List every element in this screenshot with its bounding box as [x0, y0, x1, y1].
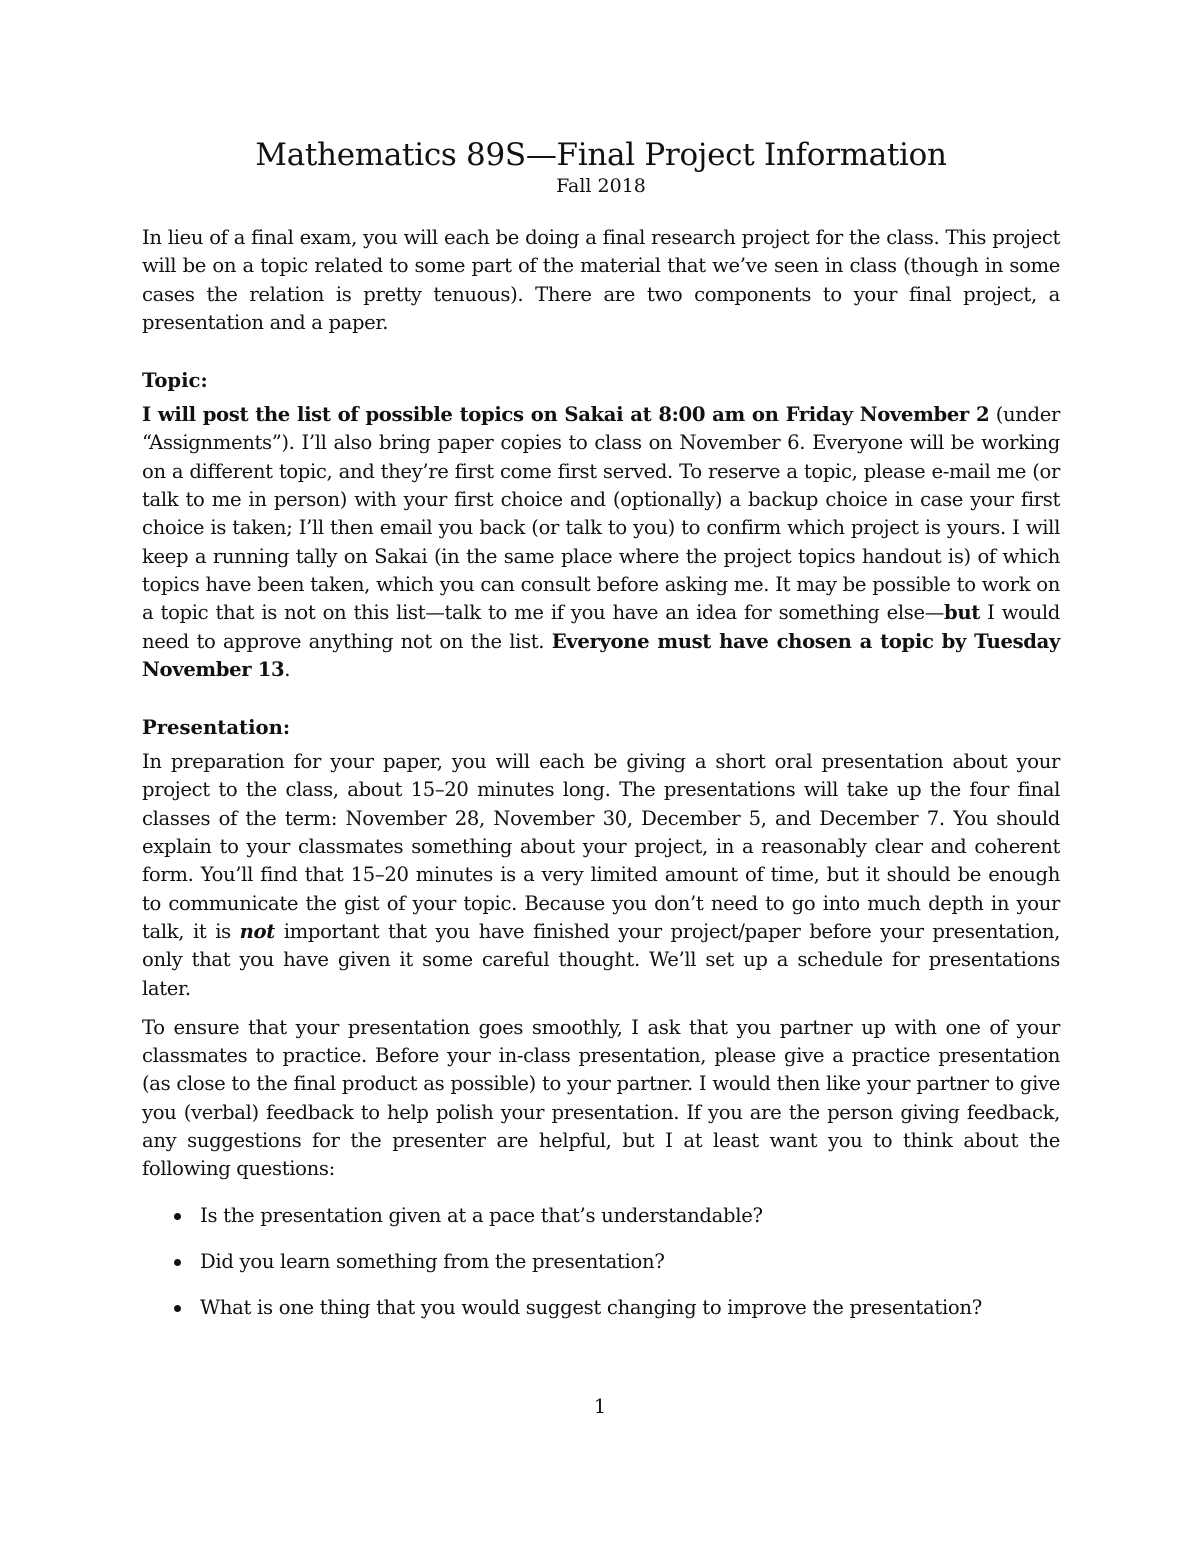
- list-item: Is the presentation given at a pace that’s understandable?: [170, 1202, 1060, 1230]
- page-number: 1: [593, 1395, 607, 1418]
- topic-heading: Topic:: [142, 369, 208, 393]
- topic-text: (under “Assignments”). I’ll also bring paper copies to class on November 6. Everyone will be working on a different topic, and they’re first come first served. To reserve a topic, please e-mail me (or talk to me in person) with your first choice and (optionally) a backup choice in case your first choice is taken; I’ll then email you back (or talk to you) to confirm which project is yours. I will keep a running tally on Sakai (in the same place where the project topics handout is) of which topics have been taken, which you can consult before asking me. It may be possible to work on a topic that is not on this list—talk to me if you have an idea for something else—: [142, 403, 1060, 625]
- presentation-heading: Presentation:: [142, 716, 291, 740]
- presentation-text-a: In preparation for your paper, you will each be giving a short oral presentation about your project to the class, about 15–20 minutes long. The presentations will take up the four final classes of the term: November 28, November 30, December 5, and December 7. You should explain to your classmates something about your project, in a reasonably clear and coherent form. You’ll find that 15–20 minutes is a very limited amount of time, but it should be enough to communicate the gist of your topic. Because you don’t need to go into much depth in your talk, it is: [142, 750, 1060, 943]
- topic-bold-lead: I will post the list of possible topics on Sakai at 8:00 am on Friday November 2: [142, 403, 990, 427]
- presentation-text-b: important that you have finished your project/paper before your presentation, only that you have given it some careful thought. We’ll set up a schedule for presentations later.: [142, 919, 1060, 1000]
- topic-paragraph: [142, 401, 1060, 684]
- list-item: What is one thing that you would suggest changing to improve the presentation?: [170, 1294, 1060, 1322]
- bullet-icon: [174, 1213, 181, 1220]
- topic-bold-but: but: [943, 601, 980, 625]
- intro-paragraph: In lieu of a final exam, you will each be doing a final research project for the class. This project will be on a topic related to some part of the material that we’ve seen in class (though in some cases the relation is pretty tenuous). There are two components to your final project, a presentation and a paper.: [142, 226, 1060, 334]
- presentation-paragraph-2: To ensure that your presentation goes smoothly, I ask that you partner up with one of your classmates to practice. Before your in-class presentation, please give a practice presentation (as close to the final product as possible) to your partner. I would then like your partner to give you (verbal) feedback to help polish your presentation. If you are the person giving feedback, any suggestions for the presenter are helpful, but I at least want you to think about the following questions:: [142, 1015, 1060, 1181]
- presentation-emphasis-not: not: [239, 919, 275, 943]
- bullet-icon: [174, 1259, 181, 1266]
- bullet-icon: [174, 1305, 181, 1312]
- topic-deadline: Everyone must have chosen a topic by Tuesday November 13: [142, 629, 1060, 681]
- document-subtitle: Fall 2018: [556, 175, 646, 197]
- document-title: Mathematics 89S—Final Project Information: [255, 137, 947, 173]
- topic-period: .: [284, 657, 291, 681]
- document-page: [142, 136, 1060, 1340]
- presentation-paragraph-1: [142, 748, 1060, 1003]
- topic-text-2: I would need to approve anything not on the list.: [142, 601, 1060, 653]
- feedback-questions-list: [142, 1202, 1060, 1322]
- list-item: Did you learn something from the presentation?: [170, 1248, 1060, 1276]
